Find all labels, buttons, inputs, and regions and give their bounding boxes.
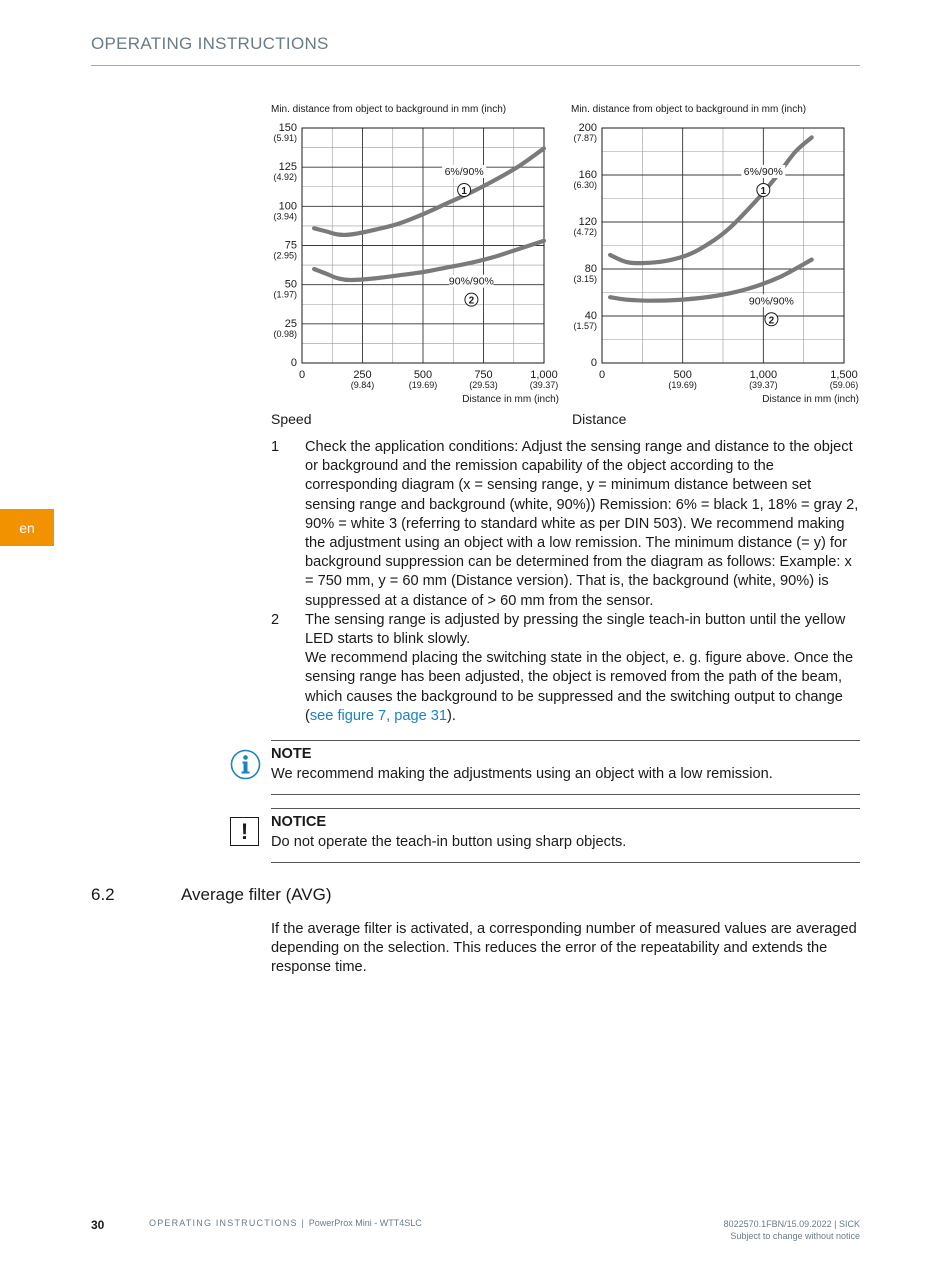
- page-number: 30: [91, 1218, 105, 1232]
- footer-document-label: [149, 1218, 422, 1228]
- y-tick-sublabel: (1.97): [273, 289, 297, 300]
- series-label: 6%/90%: [444, 166, 484, 178]
- x-tick-sublabel: (39.37): [529, 380, 559, 390]
- y-tick-sublabel: (6.30): [573, 180, 597, 190]
- step-2: [271, 611, 861, 726]
- step-number: 1: [271, 439, 280, 455]
- y-tick-sublabel: (2.95): [273, 250, 297, 261]
- step-text: Check the application conditions: Adjust the sensing range and distance to the object or background and the remission capability of the object according to the corresponding diagram (x = sensing range, y = minimum distance between set sensing range and background (white, 90%)) Remission: 6% = black 1, 18% = gray 2, 90% = white 3 (referring to standard white as per DIN 503). We recommend making the adjustment using an object with a low remission. The minimum distance (= y) for background suppression can be determined from the diagram as follows: Example: x = 750 mm, y = 60 mm (Distance version). That is, the background (white, 90%) is suppressed at a distance of > 60 mm from the sensor.: [305, 439, 859, 609]
- notice-title: NOTICE: [271, 814, 327, 830]
- notice-text: Do not operate the teach-in button using sharp objects.: [271, 834, 627, 850]
- section-number: 6.2: [91, 885, 115, 904]
- y-tick-label: 100: [278, 200, 297, 213]
- y-tick-sublabel: (0.98): [273, 328, 297, 339]
- y-tick-label: 0: [590, 357, 597, 369]
- x-tick-label: 500: [673, 369, 692, 381]
- y-tick-label: 50: [284, 278, 297, 291]
- step-text-before-link: We recommend placing the switching state in the object, e. g. figure above. Once the sensing range has been adjusted, the object is removed from the path of the beam, which causes the background to be suppressed and the switching output to change (: [305, 650, 854, 724]
- language-tab[interactable]: en: [0, 509, 54, 546]
- y-tick-label: 125: [278, 161, 297, 174]
- note-top-rule: [271, 740, 860, 741]
- series-label: 90%/90%: [448, 275, 494, 288]
- x-tick-label: 1,500: [830, 369, 858, 381]
- x-tick-label: 1,000: [749, 369, 778, 381]
- y-tick-label: 160: [578, 169, 597, 181]
- series-marker-number: 1: [760, 186, 767, 197]
- y-tick-sublabel: (3.15): [573, 274, 597, 284]
- x-tick-sublabel: (9.84): [350, 380, 375, 390]
- y-tick-label: 75: [284, 239, 297, 252]
- series-marker-number: 2: [768, 315, 775, 327]
- x-tick-label: 0: [598, 369, 606, 381]
- footer-doc-type: OPERATING INSTRUCTIONS |: [149, 1218, 309, 1228]
- y-tick-sublabel: (1.57): [573, 321, 597, 331]
- x-tick-label: 1,000: [530, 369, 558, 381]
- info-icon: [230, 749, 261, 780]
- x-tick-sublabel: (59.06): [829, 380, 859, 390]
- y-tick-sublabel: (4.72): [573, 227, 597, 237]
- x-tick-label: 0: [298, 369, 306, 381]
- step-number: 2: [271, 611, 280, 628]
- section-title: Average filter (AVG): [181, 885, 332, 904]
- step-text: [305, 649, 861, 726]
- instruction-steps: [271, 438, 861, 726]
- series-line-2: [314, 241, 544, 280]
- y-tick-label: 0: [290, 357, 297, 369]
- y-tick-label: 80: [584, 263, 597, 275]
- x-axis-label: Distance in mm (inch): [762, 394, 859, 405]
- y-tick-label: 120: [578, 216, 597, 228]
- y-tick-label: 25: [284, 317, 297, 330]
- exclamation-icon: !: [230, 817, 259, 846]
- speed-chart-caption: Speed: [271, 411, 312, 427]
- x-tick-sublabel: (19.69): [408, 380, 438, 390]
- notice-bottom-rule: [271, 862, 860, 863]
- series-label: 90%/90%: [748, 295, 794, 308]
- distance-chart: [555, 95, 865, 410]
- section-body: If the average filter is activated, a corresponding number of measured values are averaged depending on the selection. This reduces the error of the repeatability and extends the response time.: [271, 921, 857, 976]
- series-label: 6%/90%: [743, 166, 783, 178]
- speed-chart: [255, 95, 565, 410]
- y-tick-label: 200: [578, 122, 597, 134]
- y-tick-sublabel: (3.94): [273, 211, 297, 222]
- y-tick-sublabel: (5.91): [273, 133, 297, 143]
- x-axis-label: Distance in mm (inch): [462, 394, 559, 405]
- step-text: The sensing range is adjusted by pressing the single teach-in button until the yellow LED starts to blink slowly.: [305, 611, 846, 648]
- footer-right: [724, 1218, 860, 1242]
- x-tick-sublabel: (19.69): [668, 380, 697, 390]
- y-tick-sublabel: (4.92): [273, 172, 297, 183]
- x-tick-sublabel: (29.53): [469, 380, 498, 390]
- series-line-1: [610, 137, 812, 263]
- chart-title: Min. distance from object to background in mm (inch): [271, 104, 507, 115]
- note-text: We recommend making the adjustments using an object with a low remission.: [271, 766, 773, 782]
- y-tick-sublabel: (7.87): [573, 133, 597, 143]
- footer-product: PowerProx Mini - WTT4SLC: [308, 1218, 422, 1228]
- y-tick-label: 40: [584, 310, 597, 322]
- distance-chart-caption: Distance: [572, 411, 627, 427]
- chart-title: Min. distance from object to background in mm (inch): [571, 104, 807, 115]
- step-text-after-link: ).: [447, 707, 456, 724]
- step-1: [271, 438, 861, 611]
- note-bottom-rule: [271, 794, 860, 795]
- x-tick-sublabel: (39.37): [749, 380, 778, 390]
- series-marker-number: 1: [461, 186, 467, 197]
- x-tick-label: 750: [474, 369, 493, 381]
- y-tick-label: 150: [278, 122, 297, 134]
- note-title: NOTE: [271, 746, 312, 762]
- x-tick-label: 500: [413, 369, 433, 381]
- footer-doc-id: 8022570.1FBN/15.09.2022 | SICK: [723, 1219, 860, 1229]
- footer-note: Subject to change without notice: [730, 1231, 860, 1241]
- series-marker-number: 2: [468, 295, 475, 307]
- page-header-title: OPERATING INSTRUCTIONS: [91, 34, 329, 53]
- x-tick-label: 250: [353, 369, 372, 381]
- series-line-1: [314, 148, 544, 235]
- header-divider: [91, 65, 860, 66]
- figure-reference-link[interactable]: see figure 7, page 31: [309, 707, 447, 724]
- notice-top-rule: [271, 808, 860, 809]
